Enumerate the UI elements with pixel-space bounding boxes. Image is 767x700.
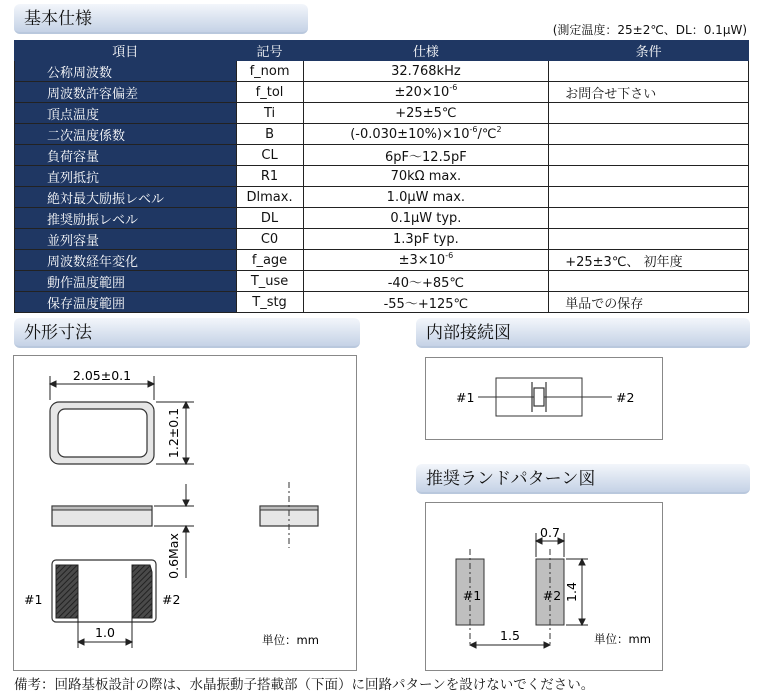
footnote: 備考：回路基板設計の際は、水晶振動子搭載部（下面）に回路パターンを設けないでください。 (14, 677, 595, 693)
spec-row (15, 124, 749, 145)
spec-value-main: 0.1μW typ. (390, 210, 462, 226)
outline-drawing-box (13, 355, 357, 671)
internal-connection-title: 内部接続図 (426, 323, 511, 343)
spec-condition (549, 208, 749, 229)
spec-row (15, 82, 749, 103)
outline-drawing (14, 356, 356, 670)
spec-symbol: T_stg (236, 292, 303, 313)
end-view-body (260, 482, 318, 548)
spec-symbol: R1 (236, 166, 303, 187)
spec-item-name: 二次温度係数 (15, 124, 237, 145)
spec-value (303, 82, 549, 103)
spec-value (303, 208, 549, 229)
spec-value (303, 124, 549, 145)
dim-pitch-label: 1.5 (500, 628, 520, 643)
spec-condition (549, 145, 749, 166)
spec-value-main: 32.768kHz (391, 63, 461, 79)
spec-value-main: (-0.030±10%)×10 (350, 126, 470, 142)
spec-value (303, 61, 549, 82)
land-unit-label: 単位：mm (594, 632, 651, 646)
spec-symbol: f_age (236, 250, 303, 271)
spec-condition: 単品での保存 (549, 292, 749, 313)
dim-pad-length-label: 1.4 (564, 582, 579, 602)
spec-symbol: T_use (236, 271, 303, 292)
spec-value (303, 250, 549, 271)
dim-thickness-label: 0.6Max (166, 533, 181, 579)
internal-pin1-label: #1 (456, 390, 475, 405)
spec-item-name: 直列抵抗 (15, 166, 237, 187)
outline-pin1-label: #1 (24, 592, 43, 607)
pad-2 (132, 565, 152, 618)
basic-spec-header (14, 4, 308, 34)
header-symbol: 記号 (236, 41, 303, 61)
spec-symbol: f_tol (236, 82, 303, 103)
land-pattern-header (416, 464, 750, 494)
spec-condition: +25±3℃、 初年度 (549, 250, 749, 271)
spec-value (303, 166, 549, 187)
dim-pad-gap-label: 1.0 (95, 625, 115, 640)
spec-value (303, 187, 549, 208)
spec-value-main: 70kΩ max. (390, 168, 462, 184)
spec-row (15, 208, 749, 229)
spec-item-name: 周波数許容偏差 (15, 82, 237, 103)
land-pin1-label: #1 (462, 588, 482, 603)
spec-symbol: Ti (236, 103, 303, 124)
header-item: 項目 (15, 41, 237, 61)
spec-row (15, 145, 749, 166)
spec-condition (549, 271, 749, 292)
spec-item-name: 並列容量 (15, 229, 237, 250)
outline-unit-label: 単位：mm (262, 633, 319, 647)
spec-value (303, 292, 549, 313)
spec-value-main: 1.3pF typ. (393, 231, 459, 247)
spec-value-exponent: -6 (449, 82, 458, 92)
internal-connection-box (425, 357, 663, 440)
spec-symbol: B (236, 124, 303, 145)
spec-value (303, 145, 549, 166)
spec-symbol: DL (236, 208, 303, 229)
header-condition: 条件 (549, 41, 749, 61)
pad-1 (56, 565, 78, 618)
spec-value-unit-exponent: 2 (496, 124, 502, 134)
spec-item-name: 保存温度範囲 (15, 292, 237, 313)
spec-item-name: 推奨励振レベル (15, 208, 237, 229)
dim-width-label: 2.05±0.1 (72, 368, 132, 383)
spec-condition: お問合せ下さい (549, 82, 749, 103)
spec-value (303, 271, 549, 292)
outline-pin2-label: #2 (162, 592, 181, 607)
spec-value (303, 103, 549, 124)
dim-height-label: 1.2±0.1 (166, 407, 181, 459)
spec-row (15, 103, 749, 124)
spec-symbol: C0 (236, 229, 303, 250)
spec-condition (549, 61, 749, 82)
spec-condition (549, 229, 749, 250)
land-pattern-title: 推奨ランドパターン図 (426, 469, 596, 489)
spec-row (15, 250, 749, 271)
basic-spec-title: 基本仕様 (24, 9, 92, 29)
spec-symbol: CL (236, 145, 303, 166)
spec-table-header-row (15, 41, 749, 61)
spec-item-name: 動作温度範囲 (15, 271, 237, 292)
spec-value-main: ±3×10 (398, 252, 446, 268)
spec-value-main: 1.0μW max. (386, 189, 466, 205)
spec-table (14, 40, 749, 313)
spec-value-exponent: -6 (469, 124, 478, 134)
spec-row (15, 271, 749, 292)
spec-condition (549, 187, 749, 208)
spec-symbol: f_nom (236, 61, 303, 82)
spec-item-name: 頂点温度 (15, 103, 237, 124)
internal-pin2-label: #2 (616, 390, 635, 405)
spec-row (15, 61, 749, 82)
spec-condition (549, 124, 749, 145)
spec-item-name: 負荷容量 (15, 145, 237, 166)
spec-row (15, 187, 749, 208)
spec-item-name: 絶対最大励振レベル (15, 187, 237, 208)
land-pattern-box (425, 502, 663, 671)
spec-value-exponent: -6 (445, 250, 454, 260)
spec-item-name: 公称周波数 (15, 61, 237, 82)
top-view-body (50, 402, 154, 464)
spec-value-main: -55～+125℃ (383, 296, 469, 312)
spec-value-main: -40～+85℃ (387, 275, 465, 291)
dim-pad-width-label: 0.7 (540, 525, 560, 540)
spec-row (15, 229, 749, 250)
spec-value-main: ±20×10 (394, 84, 450, 100)
spec-condition (549, 166, 749, 187)
measurement-condition-note: (測定温度：25±2℃、DL：0.1μW) (552, 23, 747, 37)
spec-value-main: +25±5℃ (395, 105, 457, 121)
internal-connection-header (416, 318, 750, 348)
side-view-body (52, 506, 152, 526)
spec-value (303, 229, 549, 250)
spec-symbol: Dlmax. (236, 187, 303, 208)
spec-value-unit: /℃ (477, 126, 497, 142)
header-spec: 仕様 (303, 41, 549, 61)
spec-item-name: 周波数経年変化 (15, 250, 237, 271)
spec-row (15, 166, 749, 187)
outline-header (14, 318, 360, 348)
outline-title: 外形寸法 (24, 323, 92, 343)
spec-condition (549, 103, 749, 124)
land-pattern-drawing (426, 503, 662, 670)
spec-row (15, 292, 749, 313)
spec-value-main: 6pF～12.5pF (385, 149, 467, 165)
internal-connection-drawing (426, 358, 662, 439)
land-pin2-label: #2 (542, 588, 562, 603)
spec-table-body (15, 61, 749, 313)
